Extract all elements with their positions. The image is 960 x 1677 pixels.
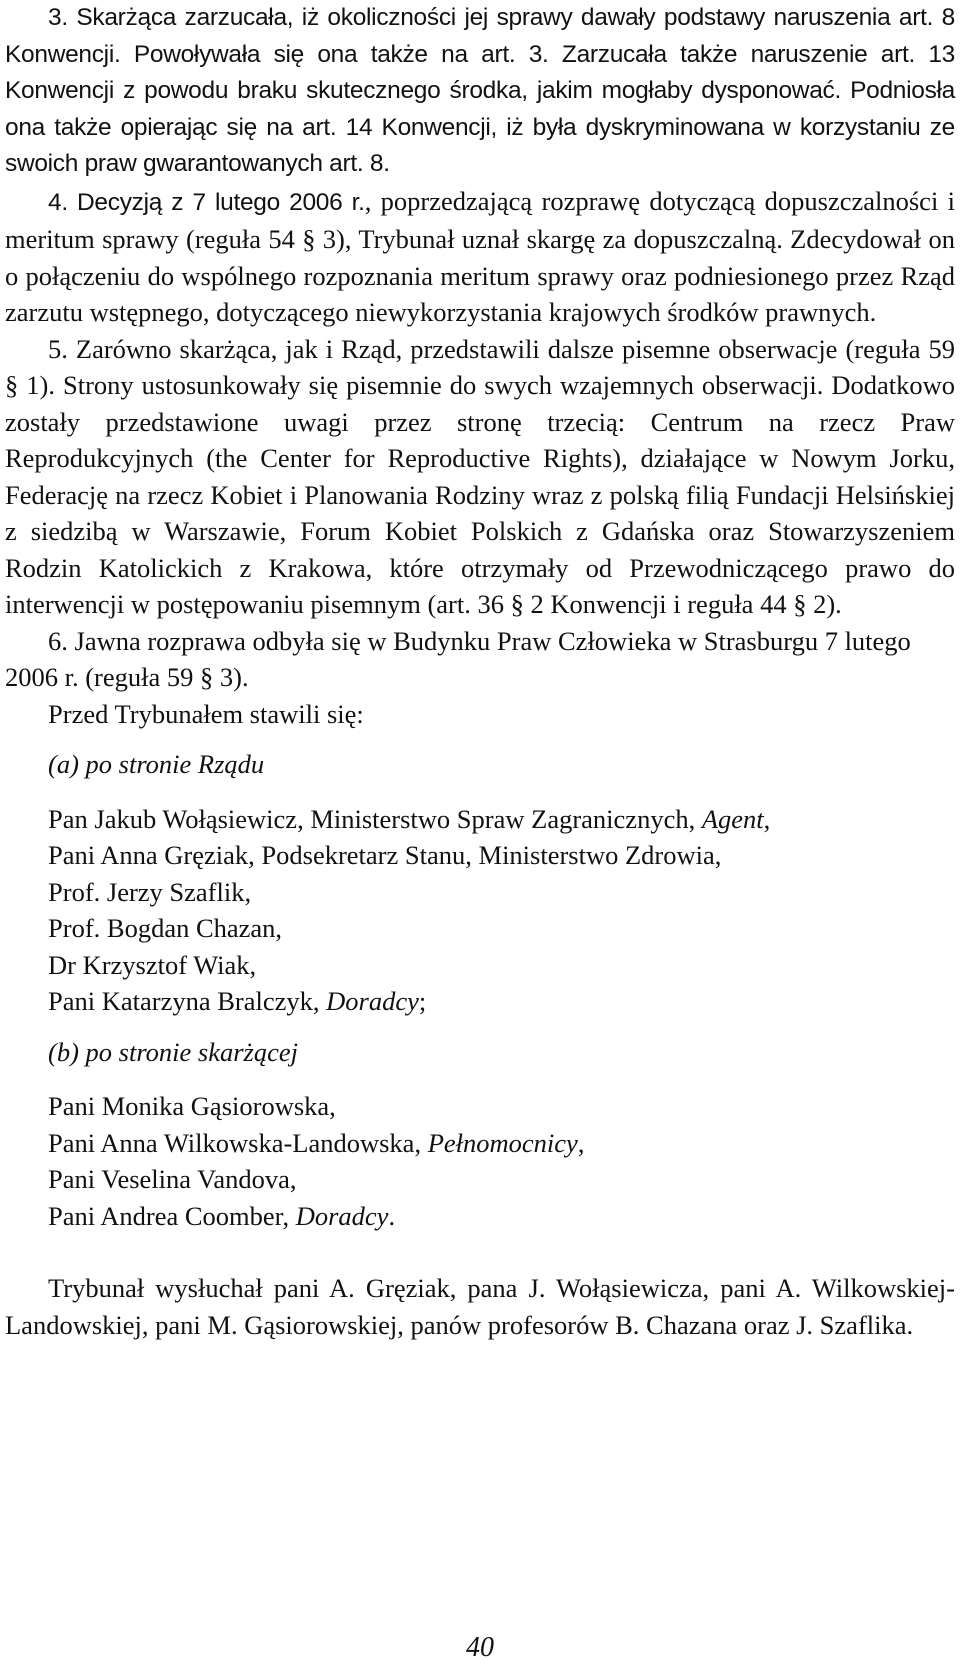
member-role: Pełnomocnicy [427, 1127, 578, 1158]
applicant-member [48, 1161, 955, 1198]
government-member [48, 801, 955, 838]
government-member [48, 874, 955, 911]
paragraph-5: 5. Zarówno skarżąca, jak i Rząd, przedstawili dalsze pisemne obserwacje (reguła 59 § 1). Strony ustosunkowały się pisemnie do swych wzajemnych obserwacji. Dodatkowo zostały przedstawione uwagi przez stronę trzecią: Centrum na rzecz Praw Reprodukcyjnych (the Center for Reproductive Rights), działające w Nowym Jorku, Federację na rzecz Kobiet i Planowania Rodziny wraz z polską filią Fundacji Helsińskiej z siedzibą w Warszawie, Forum Kobiet Polskich z Gdańska oraz Stowarzyszeniem Rodzin Katolickich z Krakowa, które otrzymały od Przewodniczącego prawo do interwencji w postępowaniu pisemnym (art. 36 § 2 Konwencji i reguła 44 § 2). [5, 333, 955, 619]
government-heading: (a) po stronie Rządu [48, 749, 265, 779]
government-member [48, 837, 955, 874]
member-text: Pan Jakub Wołąsiewicz, Ministerstwo Spraw Zagranicznych, [48, 803, 702, 834]
member-text: Prof. Bogdan Chazan, [48, 913, 283, 943]
applicant-member [48, 1125, 955, 1162]
member-role: Doradcy [295, 1200, 389, 1231]
member-end: . [388, 1200, 396, 1231]
government-member [48, 983, 955, 1020]
member-end: , [763, 803, 771, 834]
government-member [48, 947, 955, 984]
member-text: Pani Anna Gręziak, Podsekretarz Stanu, Ministerstwo Zdrowia, [48, 840, 722, 870]
applicant-member [48, 1088, 955, 1125]
member-text: Prof. Jerzy Szaflik, [48, 876, 252, 907]
page-number: 40 [466, 1632, 494, 1663]
government-members-list [5, 801, 955, 1020]
paragraph-3: 3. Skarżąca zarzucała, iż okoliczności jej sprawy dawały podstawy naruszenia art. 8 Konwencji. Powoływała się ona także na art. 3. Zarzucała także naruszenie art. 13 Konwencji z powodu braku skutecznego środka, jakim mogłaby dysponować. Podniosła ona także opierając się na art. 14 Konwencji, iż była dyskryminowana w korzystaniu ze swoich praw gwarantowanych art. 8. [5, 4, 955, 177]
paragraph-4-rest: , poprzedzającą rozprawę dotyczącą dopuszczalności i meritum sprawy (reguła 54 § 3), Trybunał uznał skargę za dopuszczalną. Zdecydował on o połączeniu do wspólnego rozpoznania meritum sprawy oraz podniesionego przez Rząd zarzutu wstępnego, dotyczącego niewykorzystania krajowych środków prawnych. [5, 185, 955, 327]
applicant-heading: (b) po stronie skarżącej [48, 1036, 298, 1067]
applicant-members-list [5, 1088, 955, 1234]
member-text: Pani Veselina Vandova, [48, 1164, 297, 1194]
member-role: Agent [701, 803, 764, 834]
government-member [48, 910, 955, 947]
member-text: Pani Monika Gąsiorowska, [48, 1091, 336, 1121]
document-page [5, 0, 955, 1343]
before-tribunal-line: Przed Trybunałem stawili się: [48, 698, 364, 729]
closing-paragraph: Trybunał wysłuchał pani A. Gręziak, pana J. Wołąsiewicza, pani A. Wilkowskiej-Landowskiej, pani M. Gąsiorowskiej, panów profesorów B. Chazana oraz J. Szaflika. [5, 1273, 955, 1340]
member-text: Pani Katarzyna Bralczyk, [48, 986, 327, 1016]
paragraph-6: 6. Jawna rozprawa odbyła się w Budynku Praw Człowieka w Strasburgu 7 lutego 2006 r. (reguła 59 § 3). [5, 625, 911, 692]
member-role: Doradcy [326, 986, 419, 1016]
member-text: Dr Krzysztof Wiak, [48, 949, 257, 980]
member-text: Pani Andrea Coomber, [48, 1200, 296, 1231]
paragraph-4 [5, 183, 955, 331]
member-text: Pani Anna Wilkowska-Landowska, [48, 1127, 428, 1158]
member-end: ; [418, 986, 427, 1016]
applicant-member [48, 1198, 955, 1235]
paragraph-4-lead: 4. Decyzją z 7 lutego 2006 r. [48, 188, 365, 216]
member-end: , [577, 1127, 585, 1158]
